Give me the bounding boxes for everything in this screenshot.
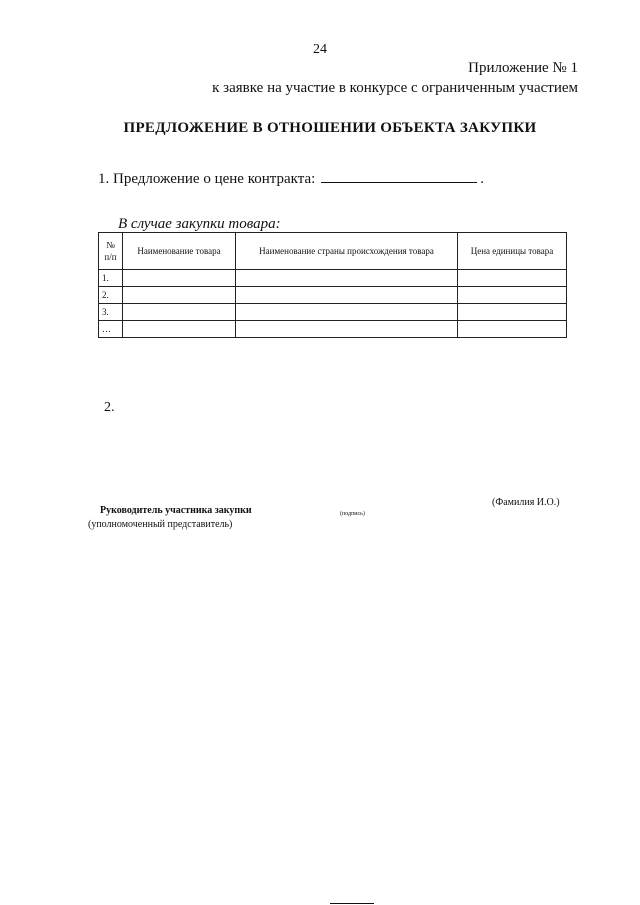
table-cell [123, 321, 236, 338]
header-number: № п/п [99, 233, 123, 270]
table-cell [236, 304, 458, 321]
page-number: 24 [313, 42, 327, 57]
table-cell [123, 270, 236, 287]
table-cell: 1. [99, 270, 123, 287]
table-cell: … [99, 321, 123, 338]
signer-subtitle: (уполномоченный представитель) [88, 519, 233, 530]
goods-caption: В случае закупки товара: [118, 216, 281, 232]
price-offer-label: 1. Предложение о цене контракта: [98, 171, 316, 187]
table-cell [458, 304, 567, 321]
price-offer-line [98, 171, 484, 188]
name-caption: (Фамилия И.О.) [492, 497, 560, 508]
table-cell [123, 287, 236, 304]
table-cell [123, 304, 236, 321]
table-row [99, 321, 567, 338]
table-cell [236, 321, 458, 338]
signer-title: Руководитель участника закупки [100, 505, 252, 516]
table-row [99, 304, 567, 321]
goods-table [98, 232, 567, 338]
appendix-subtitle: к заявке на участие в конкурсе с ограниченным участием [212, 80, 578, 96]
table-cell: 3. [99, 304, 123, 321]
header-product-name: Наименование товара [123, 233, 236, 270]
price-offer-trailing: . [480, 171, 485, 187]
table-cell [458, 287, 567, 304]
table-cell [236, 270, 458, 287]
table-cell: 2. [99, 287, 123, 304]
header-unit-price: Цена единицы товара [458, 233, 567, 270]
bottom-rule [330, 903, 374, 904]
price-blank-line [321, 181, 477, 183]
table-cell [236, 287, 458, 304]
table-cell [458, 270, 567, 287]
appendix-title: Приложение № 1 [468, 60, 578, 76]
table-row [99, 287, 567, 304]
table-header-row [99, 233, 567, 270]
header-country-of-origin: Наименование страны происхождения товара [236, 233, 458, 270]
table-cell [458, 321, 567, 338]
signature-caption: (подпись) [340, 511, 365, 517]
item-2-label: 2. [104, 400, 115, 415]
document-title: ПРЕДЛОЖЕНИЕ В ОТНОШЕНИИ ОБЪЕКТА ЗАКУПКИ [123, 120, 537, 136]
table-row [99, 270, 567, 287]
